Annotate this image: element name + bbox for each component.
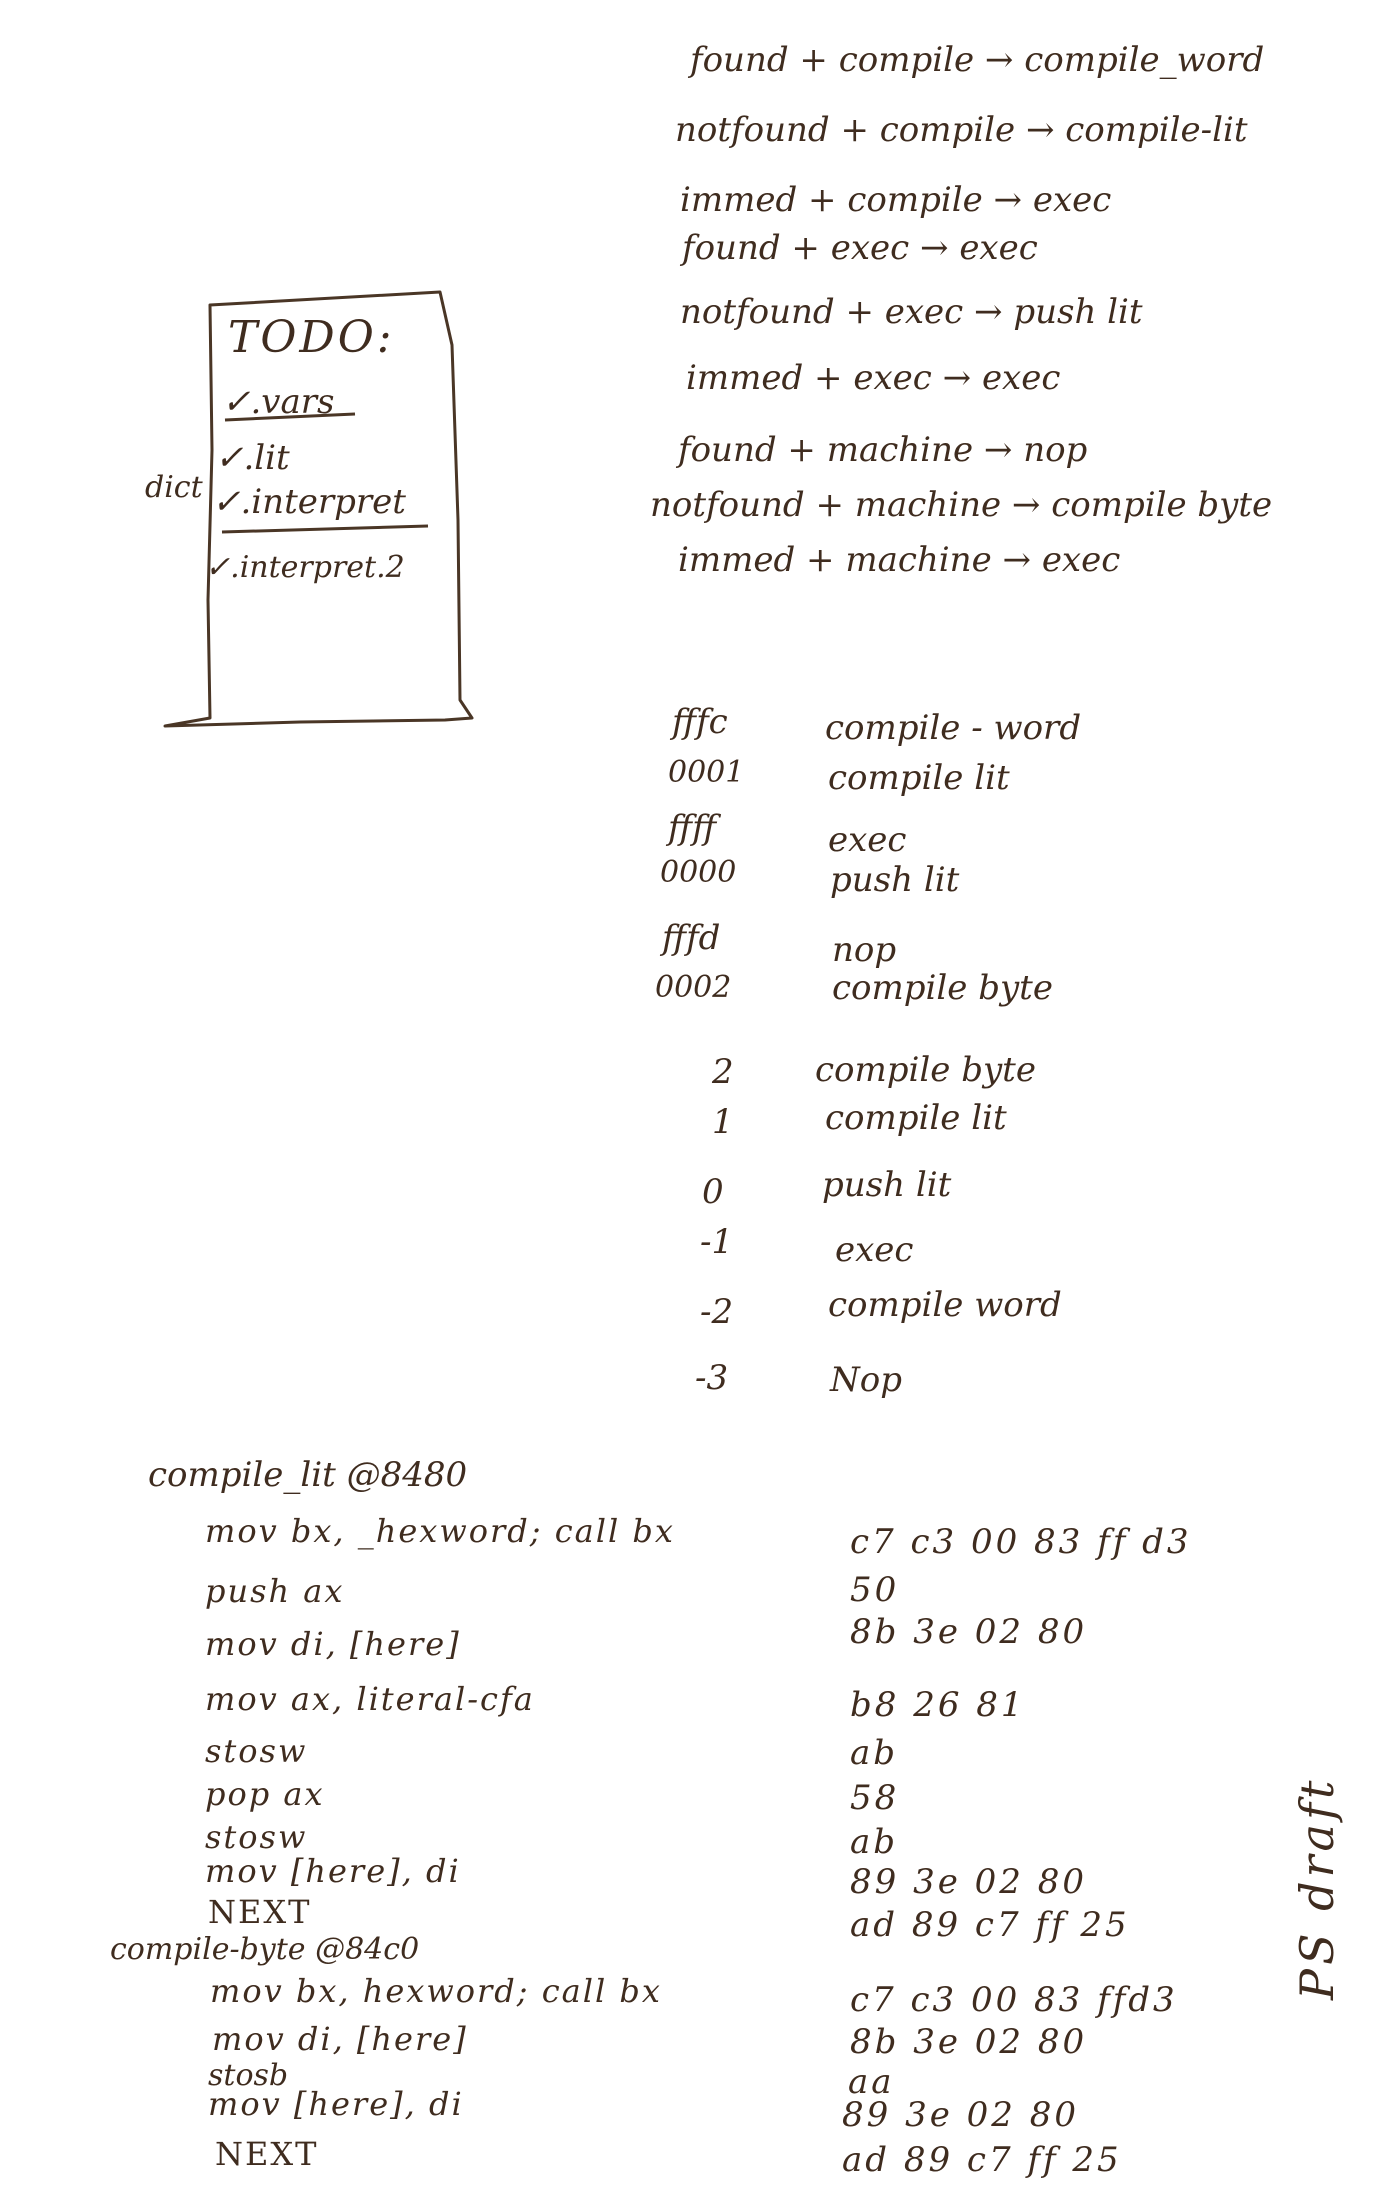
dec-code: 2 — [712, 1052, 734, 1092]
hex-action: compile byte — [832, 968, 1053, 1008]
check-icon: ✓. — [222, 382, 262, 422]
asm-line: push ax — [205, 1572, 345, 1610]
check-icon: ✓. — [215, 438, 255, 478]
opcode-bytes: aa — [848, 2062, 895, 2102]
opcode-bytes: c7 c3 00 83 ff d3 — [850, 1522, 1192, 1562]
opcode-bytes: b8 26 81 — [850, 1685, 1026, 1725]
rule-row: immed + exec → exec — [686, 358, 1061, 398]
dec-code: 0 — [702, 1172, 724, 1212]
todo-title: TODO: — [228, 312, 395, 363]
hex-action: exec — [828, 820, 907, 860]
hex-code: fffd — [662, 918, 721, 958]
opcode-bytes: ab — [850, 1822, 899, 1862]
todo-item: ✓.interpret.2 — [205, 550, 405, 585]
asm-line: stosb — [208, 2058, 289, 2093]
rule-row: found + compile → compile_word — [690, 40, 1265, 80]
dec-code: -2 — [700, 1292, 734, 1332]
dec-action: push lit — [822, 1165, 952, 1205]
check-icon: ✓. — [205, 550, 240, 585]
rule-row: notfound + machine → compile byte — [650, 485, 1273, 525]
dec-action: exec — [835, 1230, 914, 1270]
opcode-bytes: 58 — [850, 1778, 900, 1818]
dec-code: 1 — [712, 1102, 734, 1142]
hex-code: 0000 — [660, 855, 737, 890]
opcode-bytes: 8b 3e 02 80 — [850, 1612, 1088, 1652]
margin-note: PS draft — [1290, 1776, 1344, 2000]
hex-action: compile lit — [828, 758, 1010, 798]
dec-action: compile byte — [815, 1050, 1036, 1090]
rule-row: found + exec → exec — [682, 228, 1038, 268]
dec-action: compile lit — [825, 1098, 1007, 1138]
asm-line: stosw — [205, 1818, 308, 1856]
asm-line: stosw — [205, 1732, 308, 1770]
opcode-bytes: ab — [850, 1733, 899, 1773]
hex-action: compile - word — [825, 708, 1082, 748]
rule-row: found + machine → nop — [678, 430, 1088, 470]
todo-item: ✓.vars — [222, 382, 335, 422]
rule-row: immed + compile → exec — [680, 180, 1112, 220]
dec-code: -3 — [695, 1358, 729, 1398]
routine-header: compile-byte @84c0 — [110, 1932, 420, 1967]
asm-line: mov bx, _hexword; call bx — [205, 1512, 675, 1550]
hex-action: push lit — [830, 860, 960, 900]
todo-item: ✓.interpret — [212, 482, 406, 522]
check-icon: ✓. — [212, 482, 252, 522]
asm-line: mov [here], di — [208, 2085, 464, 2123]
asm-line: mov ax, literal-cfa — [205, 1680, 535, 1718]
hex-code: fffc — [672, 702, 728, 742]
rule-row: notfound + exec → push lit — [680, 292, 1143, 332]
rule-row: notfound + compile → compile-lit — [675, 110, 1248, 150]
todo-item: ✓.lit — [215, 438, 290, 478]
hex-code: 0001 — [668, 755, 745, 790]
dec-action: Nop — [830, 1360, 902, 1400]
hex-code: 0002 — [655, 970, 732, 1005]
opcode-bytes: 8b 3e 02 80 — [850, 2022, 1088, 2062]
opcode-bytes: 50 — [850, 1570, 900, 1610]
todo-underline-interpret — [222, 526, 428, 532]
asm-line: mov di, [here] — [212, 2020, 468, 2058]
rule-row: immed + machine → exec — [678, 540, 1121, 580]
opcode-bytes: ad 89 c7 ff 25 — [850, 1905, 1130, 1945]
asm-line: NEXT — [215, 2135, 319, 2173]
opcode-bytes: c7 c3 00 83 ffd3 — [850, 1980, 1178, 2020]
dec-action: compile word — [828, 1285, 1062, 1325]
hex-code: ffff — [668, 808, 717, 848]
dec-code: -1 — [700, 1222, 734, 1262]
asm-line: mov di, [here] — [205, 1625, 461, 1663]
asm-line: pop ax — [205, 1775, 325, 1813]
asm-line: mov [here], di — [205, 1852, 461, 1890]
todo-side-note: dict — [145, 470, 203, 505]
routine-header: compile_lit @8480 — [148, 1455, 468, 1495]
opcode-bytes: 89 3e 02 80 — [850, 1862, 1087, 1902]
asm-line: mov bx, hexword; call bx — [210, 1972, 662, 2010]
opcode-bytes: ad 89 c7 ff 25 — [842, 2140, 1122, 2180]
opcode-bytes: 89 3e 02 80 — [842, 2095, 1079, 2135]
hex-action: nop — [832, 930, 897, 970]
asm-line: NEXT — [208, 1893, 312, 1931]
